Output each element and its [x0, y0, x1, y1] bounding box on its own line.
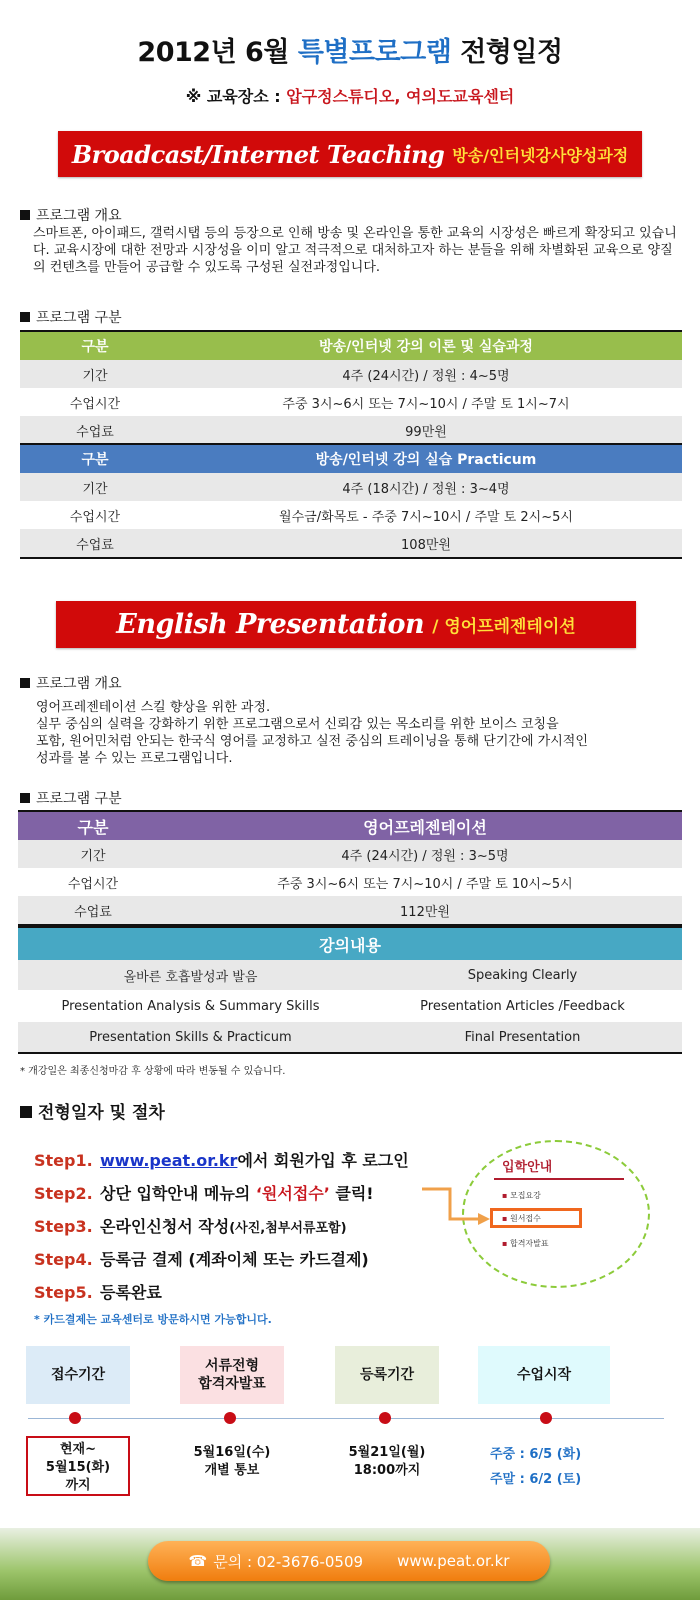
row-value: 주중 3시~6시 또는 7시~10시 / 주말 토 10시~5시 — [277, 876, 573, 892]
table-header-cell: 구분 — [77, 817, 109, 837]
table-row — [18, 960, 682, 990]
row-value: 월수금/화목토 - 주중 7시~10시 / 주말 토 2시~5시 — [279, 509, 573, 525]
square-bullet-icon — [20, 678, 30, 688]
stage-application: 접수기간 — [26, 1346, 130, 1404]
banner-korean-title: 방송/인터넷강사양성과정 — [452, 145, 629, 165]
square-bullet-icon — [20, 793, 30, 803]
menu-title: 입학안내 — [502, 1160, 553, 1175]
table-header-cell: 방송/인터넷 강의 이론 및 실습과정 — [319, 339, 533, 355]
stage-registration-date: 5월21일(월) 18:00까지 — [348, 1445, 426, 1478]
step-small-text: (사진,첨부서류포함) — [229, 1221, 347, 1236]
table-header — [20, 444, 682, 473]
lecture-content-table — [18, 926, 682, 1054]
table-row — [18, 840, 682, 868]
step-text: 클릭! — [329, 1184, 374, 1203]
program-heading: 프로그램 구분 — [20, 788, 122, 808]
lecture-item: Presentation Analysis & Summary Skills — [61, 998, 320, 1014]
lecture-item: Final Presentation — [363, 1022, 682, 1053]
location-value: 압구정스튜디오, 여의도교육센터 — [286, 87, 515, 106]
table-header-cell: 구분 — [81, 452, 109, 468]
table-header — [18, 811, 682, 840]
menu-item[interactable]: ▪ 합격자발표 — [502, 1239, 549, 1248]
menu-item-apply[interactable]: ▪ 원서접수 — [502, 1214, 541, 1223]
table-row — [18, 868, 682, 896]
website-link[interactable]: www.peat.or.kr — [100, 1151, 238, 1170]
timeline-dot — [69, 1412, 81, 1424]
step-text: 등록완료 — [100, 1283, 162, 1302]
table-header-cell: 구분 — [81, 339, 109, 355]
square-bullet-icon — [20, 312, 30, 322]
menu-item[interactable]: ▪ 모집요강 — [502, 1191, 541, 1200]
overview-heading: 프로그램 개요 — [20, 205, 122, 225]
contact-url[interactable]: www.peat.or.kr — [397, 1552, 510, 1570]
stage-application-date: 현재~ 5월15(화) 까지 — [26, 1436, 130, 1496]
row-label: 수업시간 — [69, 509, 121, 525]
step-text: 에서 회원가입 후 로그인 — [237, 1151, 409, 1170]
step-number: Step4. — [34, 1250, 93, 1269]
row-value: 주중 3시~6시 또는 7시~10시 / 주말 토 1시~7시 — [282, 396, 570, 412]
pointer-arrow-icon — [420, 1186, 492, 1226]
table-row — [18, 896, 682, 925]
row-value: 112만원 — [168, 896, 682, 925]
step-5 — [34, 1280, 162, 1303]
banner-korean-title: / 영어프레젠테이션 — [432, 617, 576, 637]
table-header-cell: 방송/인터넷 강의 실습 Practicum — [315, 452, 537, 468]
row-value: 4주 (24시간) / 정원 : 4~5명 — [170, 360, 682, 388]
stage-screening-date: 5월16일(수) 개별 통보 — [193, 1445, 271, 1478]
row-label: 수업료 — [18, 896, 168, 925]
broadcast-banner — [58, 131, 642, 177]
overview-text: 스마트폰, 아이패드, 갤럭시탭 등의 등장으로 인해 방송 및 온라인을 통한 교육의 시장성은 빠르게 확장되고 있습니다. 교육시장에 대한 전망과 시장성을 이미 알고 적극적으로 대처하고자 하는 분들을 위해 차별화된 교육으로 양질의 컨텐츠를 만들어 공급할 수 있도록 구성된 실전과정입니다. — [33, 226, 677, 275]
square-bullet-icon — [20, 210, 30, 220]
title-suffix: 전형일정 — [451, 37, 563, 68]
step-text: 온라인신청서 작성 — [100, 1217, 230, 1236]
banner-script-title: Broadcast/Internet Teaching — [71, 139, 445, 169]
table-row — [20, 416, 682, 445]
page-title — [0, 30, 700, 69]
timeline-line — [28, 1418, 664, 1419]
row-value: 4주 (24시간) / 정원 : 3~5명 — [168, 840, 682, 868]
row-value: 99만원 — [170, 416, 682, 445]
table-row — [20, 360, 682, 388]
overview-heading: 프로그램 개요 — [20, 673, 122, 693]
row-label: 수업시간 — [69, 396, 121, 412]
step-4 — [34, 1247, 369, 1270]
step-number: Step2. — [34, 1184, 93, 1203]
row-label: 수업료 — [20, 529, 170, 558]
program-heading: 프로그램 구분 — [20, 307, 122, 327]
lecture-header: 강의내용 — [319, 935, 381, 955]
row-value: 4주 (18시간) / 정원 : 3~4명 — [170, 473, 682, 501]
step-number: Step3. — [34, 1217, 93, 1236]
table-row — [20, 388, 682, 416]
timeline-dot — [224, 1412, 236, 1424]
english-program-table — [18, 810, 682, 926]
step-text: 등록금 결제 (계좌이체 또는 카드결제) — [100, 1250, 369, 1269]
table-row — [18, 990, 682, 1022]
row-label: 수업료 — [20, 416, 170, 445]
program-table-2 — [20, 443, 682, 559]
program-table-1 — [20, 330, 682, 446]
step-text: 상단 입학안내 메뉴의 — [100, 1184, 256, 1203]
step-3 — [34, 1214, 347, 1237]
contact-pill[interactable] — [148, 1541, 550, 1581]
schedule-note: * 개강일은 최종신청마감 후 상황에 따라 변동될 수 있습니다. — [20, 1066, 286, 1077]
step-2 — [34, 1181, 374, 1204]
table-row — [18, 1022, 682, 1053]
location-line — [0, 84, 700, 107]
table-row — [20, 501, 682, 529]
overview-text: 영어프레젠테이션 스킬 향상을 위한 과정. 실무 중심의 실력을 강화하기 위한 프로그램으로서 신뢰감 있는 목소리를 위한 보이스 코칭을 포함, 원어민처럼 안되는 한국식 영어를 교정하고 실전 중심의 트레이닝을 통해 단기간에 가시적인 성과를 볼 수 있는 프로그램입니다. — [36, 700, 588, 766]
row-label: 기간 — [20, 360, 170, 388]
menu-divider — [494, 1178, 624, 1180]
stage-screening: 서류전형 합격자발표 — [180, 1346, 284, 1404]
stage-registration: 등록기간 — [335, 1346, 439, 1404]
table-row — [20, 473, 682, 501]
step-number: Step1. — [34, 1151, 93, 1170]
location-label: ※ 교육장소 : — [185, 87, 287, 106]
square-bullet-icon — [20, 1106, 32, 1118]
timeline-dot — [540, 1412, 552, 1424]
title-prefix: 2012년 6월 — [137, 37, 298, 68]
step-1 — [34, 1148, 409, 1171]
row-value: 108만원 — [170, 529, 682, 558]
procedure-heading: 전형일자 및 절차 — [20, 1098, 165, 1123]
stage-class-start: 수업시작 — [478, 1346, 610, 1404]
table-header-cell: 영어프레젠테이션 — [363, 817, 487, 837]
lecture-item: 올바른 호흡발성과 발음 — [18, 960, 363, 990]
step-number: Step5. — [34, 1283, 93, 1302]
timeline-dot — [379, 1412, 391, 1424]
table-header — [20, 331, 682, 360]
stage-class-start-date: 주중 : 6/5 (화) 주말 : 6/2 (토) — [490, 1447, 582, 1487]
banner-script-title: English Presentation — [116, 609, 425, 640]
table-header — [18, 927, 682, 960]
row-label: 기간 — [20, 473, 170, 501]
lecture-item: Speaking Clearly — [363, 960, 682, 990]
table-row — [20, 529, 682, 558]
step-highlight: ‘원서접수’ — [255, 1184, 330, 1203]
row-label: 수업시간 — [67, 876, 119, 892]
phone-icon: ☎ — [188, 1552, 208, 1570]
contact-phone: 문의 : 02-3676-0509 — [213, 1552, 364, 1571]
row-label: 기간 — [18, 840, 168, 868]
english-presentation-banner — [56, 601, 636, 648]
card-payment-note: * 카드결제는 교육센터로 방문하시면 가능합니다. — [34, 1313, 272, 1326]
lecture-item: Presentation Articles /Feedback — [420, 998, 625, 1014]
title-highlight: 특별프로그램 — [297, 37, 452, 68]
lecture-item: Presentation Skills & Practicum — [18, 1022, 363, 1053]
